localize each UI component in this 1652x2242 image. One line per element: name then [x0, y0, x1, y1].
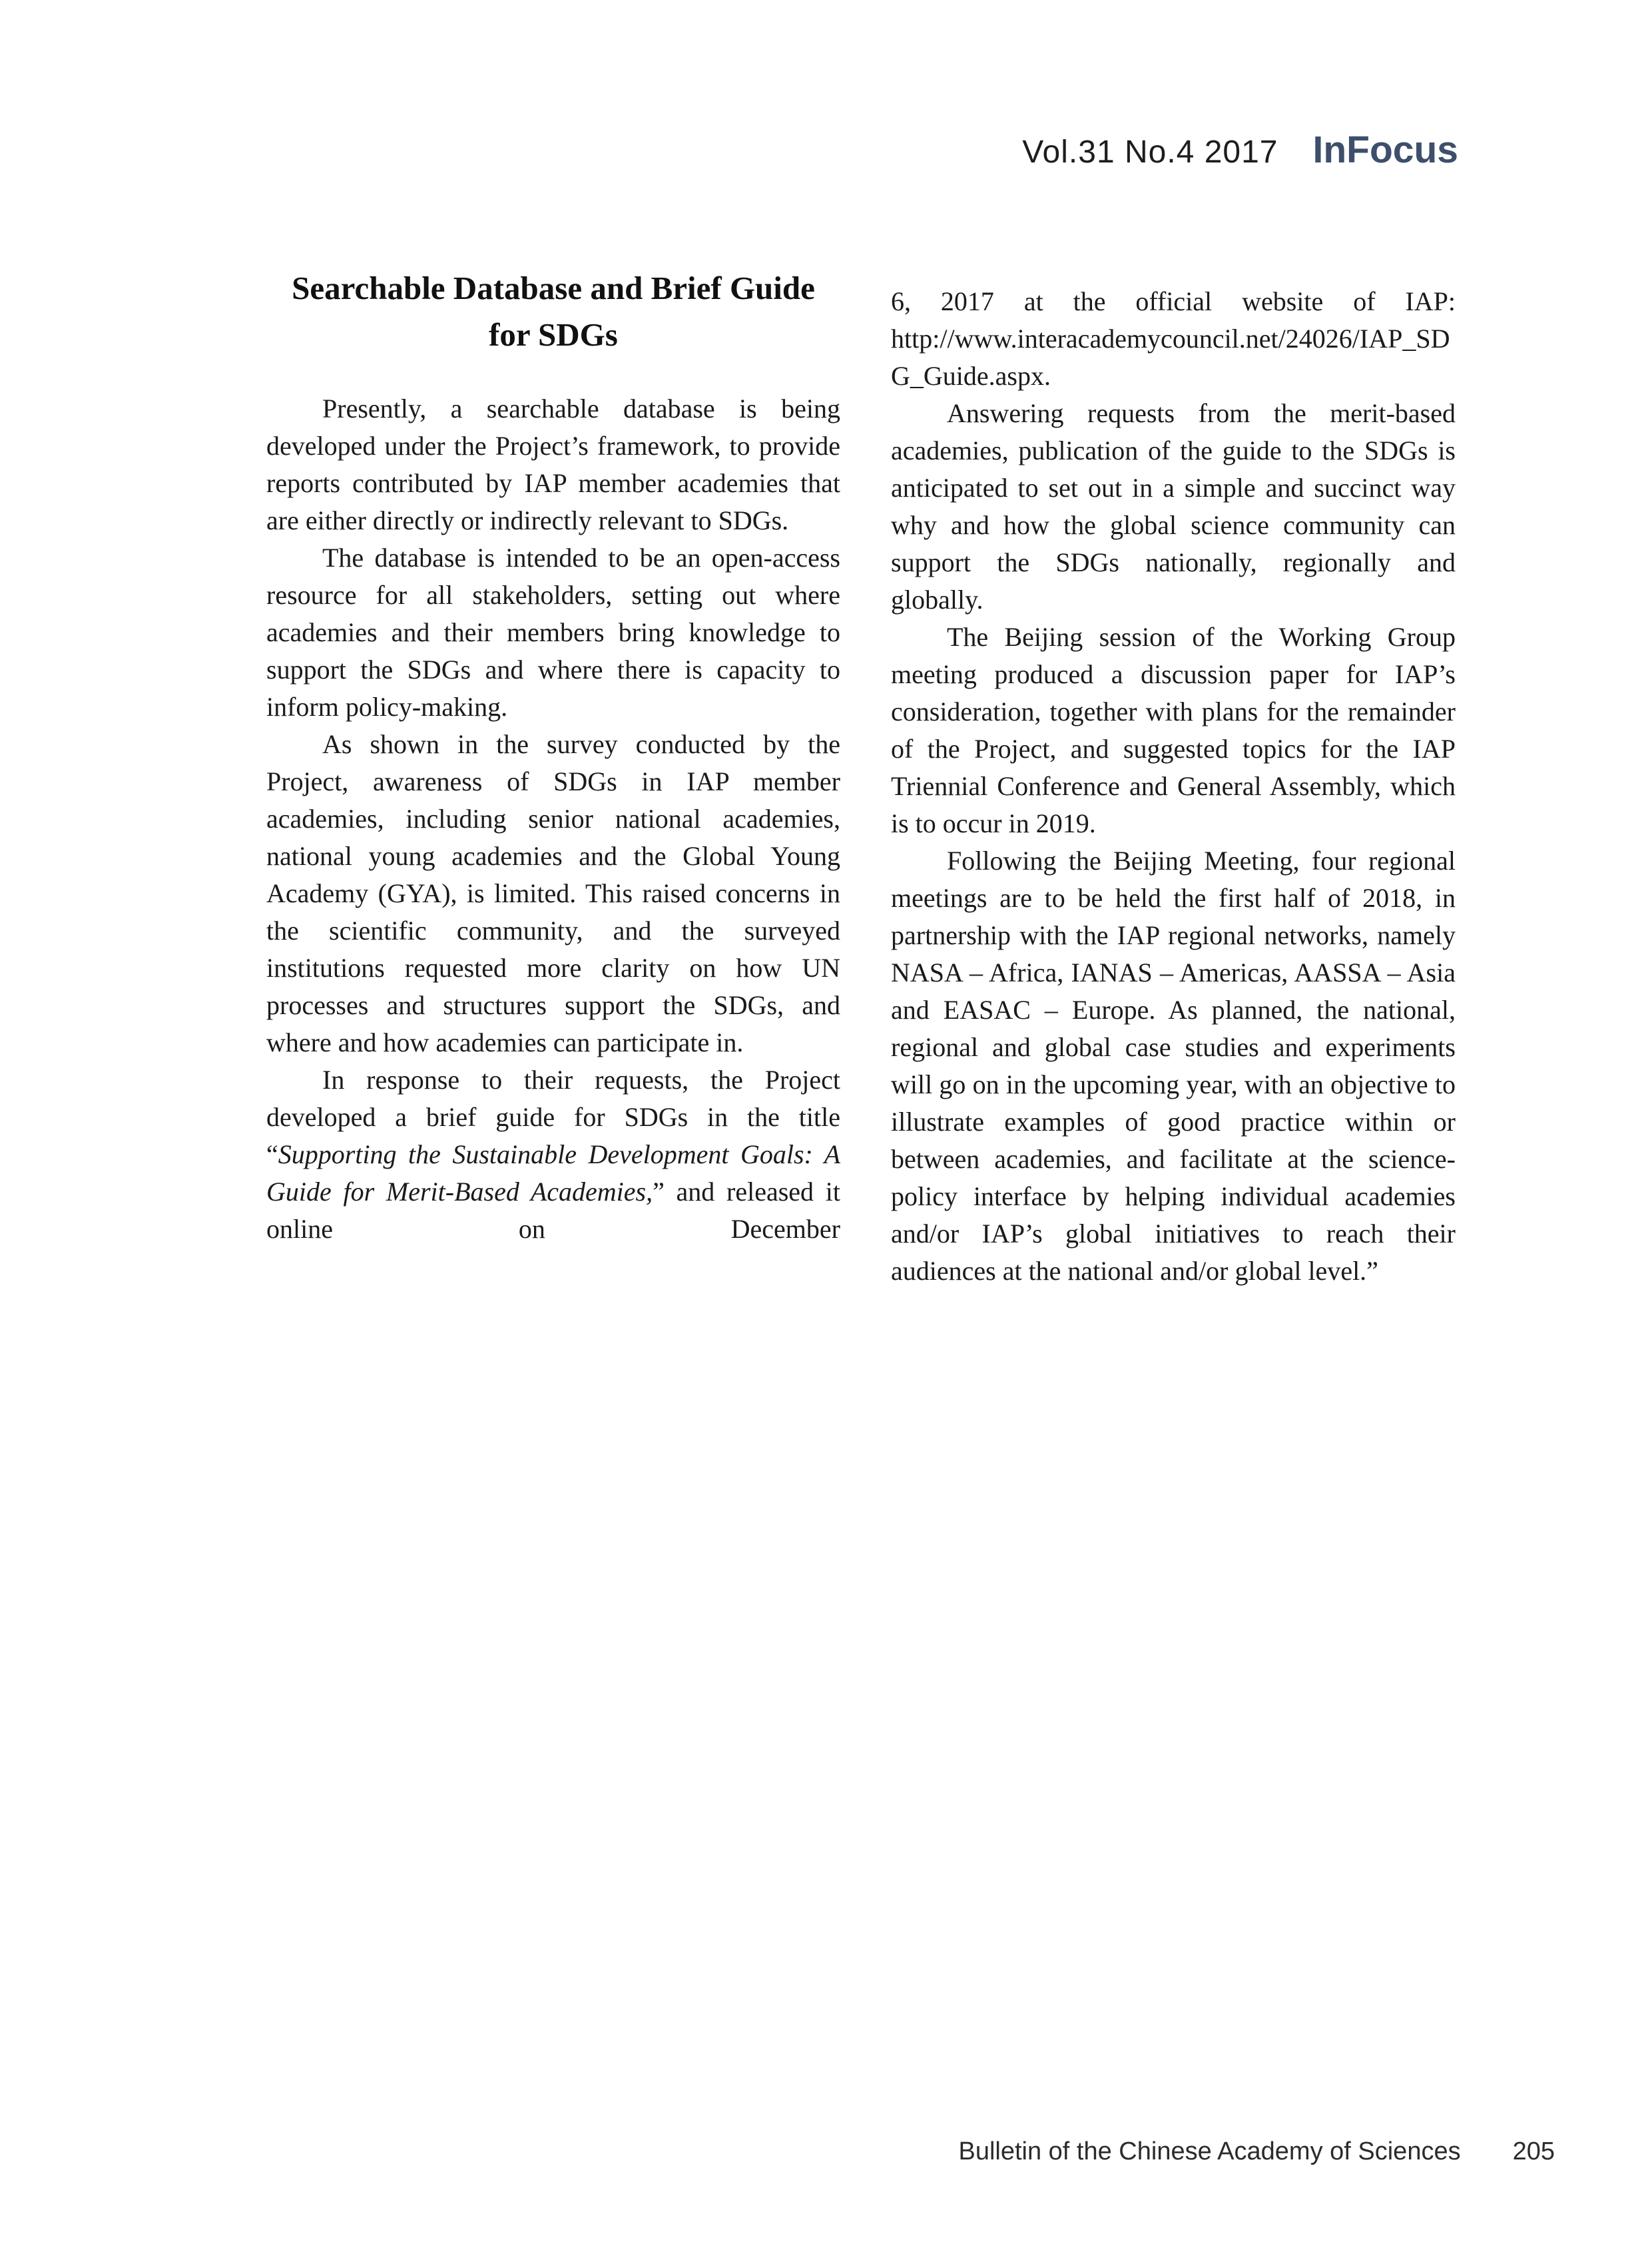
page-footer [958, 2137, 1555, 2166]
journal-name: Bulletin of the Chinese Academy of Sciences [958, 2137, 1461, 2165]
article-title-line1: Searchable Database and Brief Guide [292, 270, 815, 306]
infocus-logo: InFocus [1312, 129, 1458, 171]
paragraph [266, 1061, 840, 1248]
article-title [266, 265, 840, 358]
page-header [1022, 128, 1458, 172]
left-column [266, 265, 840, 1248]
paragraph: The Beijing session of the Working Group meeting produced a discussion paper for IAP’s consideration, together with plans for the remainder of the Project, and suggested topics for the IAP Triennial Conference and General Assembly, which is to occur in 2019. [891, 622, 1456, 838]
right-column [891, 283, 1456, 1290]
paragraph: As shown in the survey conducted by the Project, awareness of SDGs in IAP member academies, including senior national academies, national young academies and the Global Young Academy (GYA), is limited. This raised concerns in the scientific community, and the surveyed institutions requested more clarity on how UN processes and structures support the SDGs, and where and how academies can participate in. [266, 729, 840, 1057]
page-number: 205 [1512, 2137, 1555, 2165]
paragraph-text: In response to their requests, the Project developed a brief guide for SDGs in the title “ [266, 1065, 840, 1169]
paragraph: Presently, a searchable database is being developed under the Project’s framework, to provide reports contributed by IAP member academies that are either directly or indirectly relevant to SDGs. [266, 394, 840, 535]
paragraph: Following the Beijing Meeting, four regional meetings are to be held the first half of 2018, in partnership with the IAP regional networks, namely NASA – Africa, IANAS – Americas, AASSA – Asia and EASAC – Europe. As planned, the national, regional and global case studies and experiments will go on in the upcoming year, with an objective to illustrate examples of good practice within or between academies, and facilitate at the science-policy interface by helping individual academies and/or IAP’s global initiatives to reach their audiences at the national and/or global level.” [891, 846, 1456, 1286]
article-title-line2: for SDGs [489, 316, 618, 353]
paragraph: Answering requests from the merit-based academies, publication of the guide to the SDGs is anticipated to set out in a simple and succinct way why and how the global science community can support the SDGs nationally, regionally and globally. [891, 398, 1456, 615]
paragraph-italic-title: Supporting the Sustainable Development Goals: A Guide for Merit-Based Academies, [266, 1139, 840, 1207]
paragraph: 6, 2017 at the official website of IAP: http://www.interacademycouncil.net/24026/IAP_SDG_Guide.aspx. [891, 286, 1456, 391]
paragraph-text: ” and released it online on December [266, 1177, 840, 1244]
paragraph: The database is intended to be an open-access resource for all stakeholders, setting out where academies and their members bring knowledge to support the SDGs and where there is capacity to inform policy-making. [266, 543, 840, 722]
issue-info: Vol.31 No.4 2017 [1022, 135, 1278, 170]
